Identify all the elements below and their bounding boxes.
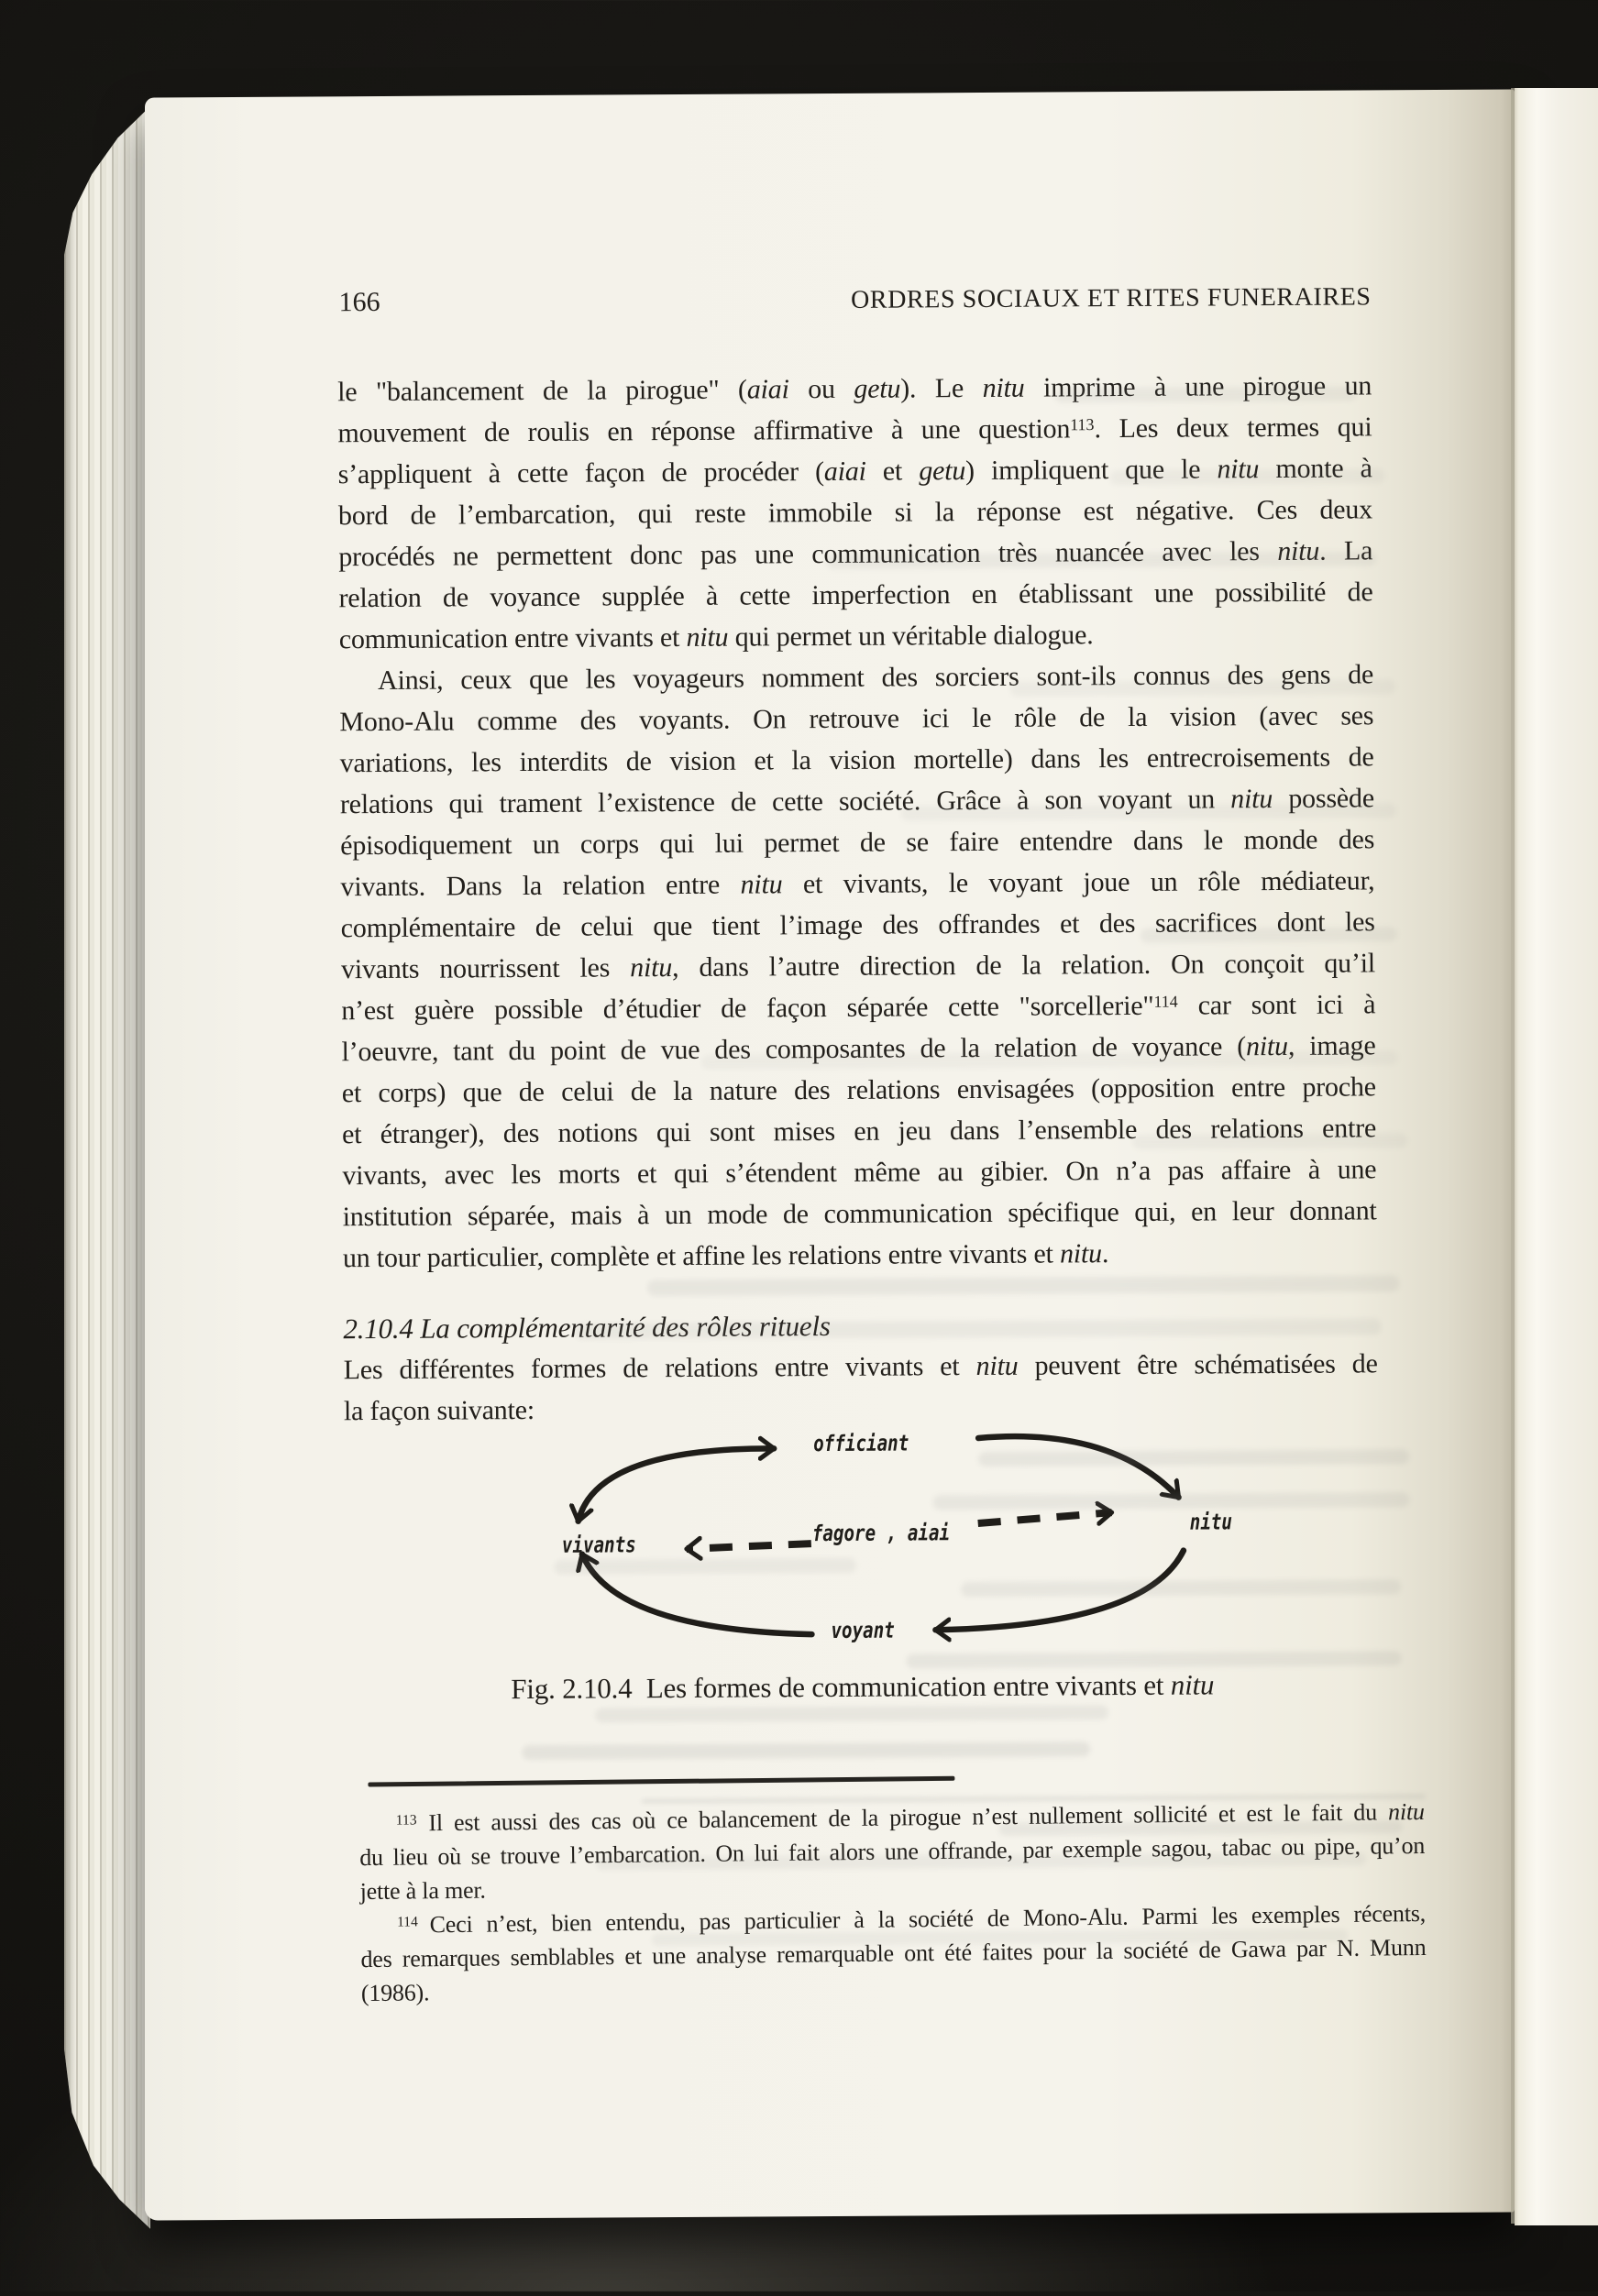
bleedthrough-line <box>554 1558 856 1575</box>
bleedthrough-line <box>1110 468 1385 485</box>
text-line: institution séparée, mais à un mode de communication spécifique qui, en leur donnant <box>342 1195 1377 1233</box>
bleedthrough-line <box>901 803 1396 820</box>
running-head: ORDRES SOCIAUX ET RITES FUNERAIRES <box>850 282 1372 314</box>
text-line: relations qui trament l’existence de cette société. Grâce à son voyant un nitu possède <box>339 783 1374 820</box>
diagram-node-officiant: officiant <box>813 1430 909 1457</box>
bleedthrough-line <box>999 1820 1403 1836</box>
text-line: s’appliquent à cette façon de procéder (aiai et getu) impliquent que le nitu monte à <box>337 453 1372 490</box>
text-line: n’est guère possible d’étudier de façon séparée cette "sorcellerie"$^{114}$ car sont ici à <box>341 989 1376 1027</box>
arrow-vivants-officiant <box>578 1448 774 1521</box>
text-line: variations, les interdits de vision et la vision mortelle) dans les entrecroisements de <box>339 742 1374 779</box>
bleedthrough-line <box>961 1579 1401 1597</box>
text-line: vivants nourrissent les nitu, dans l’autre direction de la relation. On conçoit qu’il <box>340 948 1376 985</box>
bleedthrough-line <box>522 1741 1090 1760</box>
figure-diagram <box>506 1399 1379 1670</box>
text-line: et étranger), des notions qui sont mises en jeu dans l’ensemble des relations entre <box>342 1113 1377 1150</box>
bleedthrough-line <box>1054 386 1357 402</box>
figure-caption <box>346 1663 1380 1710</box>
text-line: mouvement de roulis en réponse affirmative à une question$^{113}$. Les deux termes qui <box>337 412 1372 449</box>
diagram-node-vivants: vivants <box>561 1532 636 1558</box>
bleedthrough-line <box>933 1492 1410 1510</box>
text-line: $^{114}$ Ceci n’est, bien entendu, pas particulier à la société de Mono-Alu. Parmi les exemples récents, <box>396 1899 1427 1939</box>
bleedthrough-line <box>907 1651 1402 1668</box>
text-line: relation de voyance supplée à cette imperfection en établissant une possibilité de <box>338 577 1373 614</box>
text-line: le "balancement de la pirogue" (aiai ou getu). Le nitu imprime à une pirogue un <box>337 370 1372 408</box>
text-line: Mono-Alu comme des voyants. On retrouve ici le rôle de la vision (avec ses <box>339 700 1374 738</box>
text-line: un tour particulier, complète et affine les relations entre vivants et nitu. <box>342 1238 1109 1274</box>
bleedthrough-line <box>978 1449 1409 1467</box>
diagram-node-nitu: nitu <box>1189 1509 1233 1535</box>
bleedthrough-artifacts <box>0 0 1596 5</box>
arrow-dashed-to-nitu <box>978 1512 1112 1523</box>
text-line: Fig. 2.10.4 Les formes de communication entre vivants et nitu <box>511 1668 1215 1706</box>
text-line: l’oeuvre, tant du point de vue des composantes de la relation de voyance (nitu, image <box>341 1030 1376 1068</box>
arrow-officiant-nitu <box>978 1435 1178 1499</box>
text-line: $^{113}$ Il est aussi des cas où ce balancement de la pirogue n’est nullement sollicité et est le fait du nitu <box>395 1797 1425 1837</box>
text-line: du lieu où se trouve l’embarcation. On lui fait alors une offrande, par exemple sagou, tabac ou pipe, qu’on <box>359 1831 1426 1872</box>
footnote-separator <box>368 1776 954 1787</box>
text-line: (1986). <box>360 1979 430 2007</box>
text-line: communication entre vivants et nitu qui permet un véritable dialogue. <box>338 620 1094 655</box>
bleedthrough-line <box>1141 927 1397 943</box>
text-line: complémentaire de celui que tient l’image des offrandes et des sacrifices dont les <box>340 906 1375 944</box>
diagram-center-label: fagore , aiai <box>811 1520 951 1547</box>
bleedthrough-line <box>1132 1133 1407 1149</box>
text-line: épisodiquement un corps qui lui permet de se faire entendre dans le monde des <box>340 824 1375 862</box>
text-line: vivants. Dans la relation entre nitu et vivants, le voyant joue un rôle médiateur, <box>340 865 1375 903</box>
text-line: des remarques semblables et une analyse remarquable ont été faites pour la société de Gawa par N. Munn <box>360 1933 1427 1973</box>
text-line: et corps) que de celui de la nature des relations envisagées (opposition entre proche <box>341 1071 1376 1109</box>
text-line: vivants, avec les morts et qui s’étendent même au gibier. On n’a pas affaire à une <box>342 1154 1377 1192</box>
text-line: Les différentes formes de relations entre vivants et nitu peuvent être schématisées de <box>343 1348 1378 1386</box>
page-number: 166 <box>338 286 380 318</box>
text-line: bord de l’embarcation, qui reste immobile si la réponse est négative. Ces deux <box>337 494 1373 532</box>
bleedthrough-line <box>1010 679 1395 697</box>
text-line: procédés ne permettent donc pas une communication très nuancée avec les nitu. La <box>338 535 1373 573</box>
text-line: Ainsi, ceux que les voyageurs nomment des sorciers sont-ils connus des gens de <box>377 659 1374 696</box>
arrow-dashed-to-vivants <box>687 1543 811 1549</box>
bleedthrough-line <box>595 1705 1108 1722</box>
text-line: 2.10.4 La complémentarité des rôles rituels <box>343 1309 831 1346</box>
text-line: la façon suivante: <box>343 1394 535 1427</box>
bleedthrough-line <box>647 1275 1399 1296</box>
text-line: jette à la mer. <box>359 1876 486 1906</box>
diagram-node-voyant: voyant <box>831 1617 895 1643</box>
